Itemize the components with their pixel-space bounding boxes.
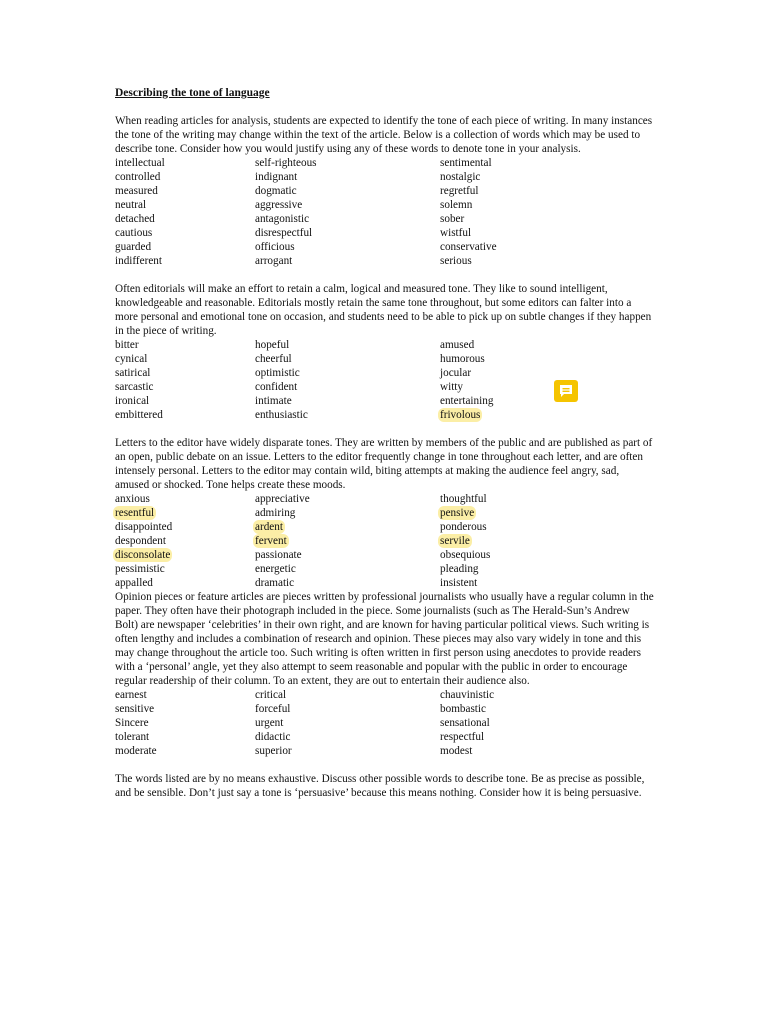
tone-word: wistful: [440, 227, 472, 239]
tone-word: moderate: [115, 745, 157, 757]
tone-word: didactic: [255, 731, 291, 743]
spacer: [115, 268, 655, 282]
tone-word: jocular: [440, 367, 472, 379]
tone-word: respectful: [440, 731, 485, 743]
tone-word: bombastic: [440, 703, 486, 715]
tone-word: neutral: [115, 199, 147, 211]
tone-word: tolerant: [115, 731, 150, 743]
spacer: [115, 422, 655, 436]
tone-word: serious: [440, 255, 472, 267]
tone-word: pleading: [440, 563, 479, 575]
word-list-3: [115, 492, 655, 590]
tone-word: conservative: [440, 241, 497, 253]
tone-word: optimistic: [255, 367, 300, 379]
tone-word: regretful: [440, 185, 479, 197]
tone-word: sentimental: [440, 157, 492, 169]
tone-word: detached: [115, 213, 155, 225]
tone-word: cautious: [115, 227, 153, 239]
tone-word: appalled: [115, 577, 153, 589]
tone-word: intellectual: [115, 157, 165, 169]
tone-word: forceful: [255, 703, 291, 715]
tone-word: anxious: [115, 493, 150, 505]
tone-word: guarded: [115, 241, 152, 253]
word-row: [115, 212, 655, 226]
word-list-4: [115, 688, 655, 758]
tone-word: controlled: [115, 171, 161, 183]
word-row: [115, 702, 655, 716]
tone-word: insistent: [440, 577, 478, 589]
tone-word: disconsolate: [115, 549, 171, 561]
tone-word: ponderous: [440, 521, 487, 533]
tone-word: ironical: [115, 395, 150, 407]
tone-word: intimate: [255, 395, 292, 407]
word-row: [115, 408, 655, 422]
tone-word: chauvinistic: [440, 689, 495, 701]
tone-word: dogmatic: [255, 185, 297, 197]
tone-word: entertaining: [440, 395, 494, 407]
word-row: [115, 338, 655, 352]
tone-word: passionate: [255, 549, 302, 561]
word-row: [115, 366, 655, 380]
page-title: Describing the tone of language: [115, 87, 270, 99]
word-row: [115, 688, 655, 702]
tone-word: arrogant: [255, 255, 293, 267]
paragraph-intro: When reading articles for analysis, students are expected to identify the tone of each piece of writing. In many instances the tone of the writing may change within the text of the article. Below is a collection of words which may be used to describe tone. Consider how you would justify using any of these words to denote tone in your analysis.: [115, 115, 653, 155]
tone-word: despondent: [115, 535, 166, 547]
tone-word: antagonistic: [255, 213, 310, 225]
tone-word: ardent: [255, 521, 283, 533]
word-row: [115, 240, 655, 254]
word-row: [115, 520, 655, 534]
tone-word: dramatic: [255, 577, 295, 589]
tone-word: bitter: [115, 339, 139, 351]
tone-word: disappointed: [115, 521, 173, 533]
tone-word: enthusiastic: [255, 409, 308, 421]
tone-word: cynical: [115, 353, 148, 365]
word-row: [115, 744, 655, 758]
tone-word: frivolous: [440, 409, 481, 421]
word-row: [115, 716, 655, 730]
speech-bubble-icon: [558, 383, 574, 399]
paragraph-letters: Letters to the editor have widely disparate tones. They are written by members of the public and are published as part of an open, public debate on an issue. Letters to the editor frequently change in tone throughout each letter, and are often intensely personal. Letters to the editor may contain wild, biting attempts at making the audience feel angry, sad, amused or shocked. Tone helps create these moods.: [115, 437, 653, 491]
tone-word: witty: [440, 381, 463, 393]
tone-word: nostalgic: [440, 171, 481, 183]
comment-icon[interactable]: [554, 380, 578, 402]
word-row: [115, 170, 655, 184]
tone-word: confident: [255, 381, 298, 393]
tone-word: satirical: [115, 367, 151, 379]
tone-word: hopeful: [255, 339, 290, 351]
word-row: [115, 184, 655, 198]
word-row: [115, 492, 655, 506]
tone-word: sober: [440, 213, 465, 225]
tone-word: thoughtful: [440, 493, 487, 505]
tone-word: measured: [115, 185, 158, 197]
word-row: [115, 730, 655, 744]
tone-word: energetic: [255, 563, 296, 575]
tone-word: Sincere: [115, 717, 149, 729]
tone-word: amused: [440, 339, 475, 351]
paragraph-opinion: Opinion pieces or feature articles are pieces written by professional journalists who usually have a regular column in the paper. They often have their photograph included in the piece. Some journalists (such as The Herald-Sun’s Andrew Bolt) are newspaper ‘celebrities’ in their own right, and are known for having particular political views. Such writing is often lengthy and includes a combination of research and opinion. These pieces may also vary widely in tone and this may change throughout the article too. Such writing is often written in first person using anecdotes to provide readers with a ‘personal’ angle, yet they also attempt to seem reasonable and popular with the public in order to encourage regular readership of their column. To an extent, they are out to entertain their audience also.: [115, 591, 654, 687]
tone-word: solemn: [440, 199, 473, 211]
tone-word: urgent: [255, 717, 284, 729]
tone-word: servile: [440, 535, 470, 547]
word-list-1: [115, 156, 655, 268]
tone-word: indignant: [255, 171, 298, 183]
tone-word: self-righteous: [255, 157, 317, 169]
tone-word: officious: [255, 241, 295, 253]
tone-word: obsequious: [440, 549, 491, 561]
tone-word: earnest: [115, 689, 147, 701]
tone-word: modest: [440, 745, 473, 757]
word-row: [115, 562, 655, 576]
word-row: [115, 156, 655, 170]
document-body: [115, 86, 655, 800]
tone-word: superior: [255, 745, 292, 757]
tone-word: sensational: [440, 717, 490, 729]
tone-word: sarcastic: [115, 381, 154, 393]
paragraph-editorials: Often editorials will make an effort to retain a calm, logical and measured tone. They like to sound intelligent, knowledgeable and reasonable. Editorials mostly retain the same tone throughout, but some editors can falter into a more personal and emotional tone on occasion, and students need to be able to pick up on subtle changes if they happen in the piece of writing.: [115, 283, 652, 337]
word-row: [115, 534, 655, 548]
tone-word: admiring: [255, 507, 296, 519]
tone-word: pessimistic: [115, 563, 165, 575]
tone-word: sensitive: [115, 703, 155, 715]
tone-word: indifferent: [115, 255, 163, 267]
word-row: [115, 352, 655, 366]
word-row: [115, 576, 655, 590]
tone-word: appreciative: [255, 493, 310, 505]
paragraph-conclusion: The words listed are by no means exhaustive. Discuss other possible words to describe tone. Be as precise as possible, and be sensible. Don’t just say a tone is ‘persuasive’ because this means nothing. Consider how it is being persuasive.: [115, 773, 645, 799]
word-row: [115, 254, 655, 268]
word-row: [115, 506, 655, 520]
tone-word: aggressive: [255, 199, 303, 211]
word-row: [115, 548, 655, 562]
tone-word: critical: [255, 689, 287, 701]
word-row: [115, 226, 655, 240]
word-row: [115, 198, 655, 212]
tone-word: pensive: [440, 507, 475, 519]
tone-word: humorous: [440, 353, 485, 365]
spacer: [115, 758, 655, 772]
tone-word: fervent: [255, 535, 287, 547]
tone-word: resentful: [115, 507, 155, 519]
tone-word: disrespectful: [255, 227, 313, 239]
tone-word: cheerful: [255, 353, 292, 365]
tone-word: embittered: [115, 409, 163, 421]
